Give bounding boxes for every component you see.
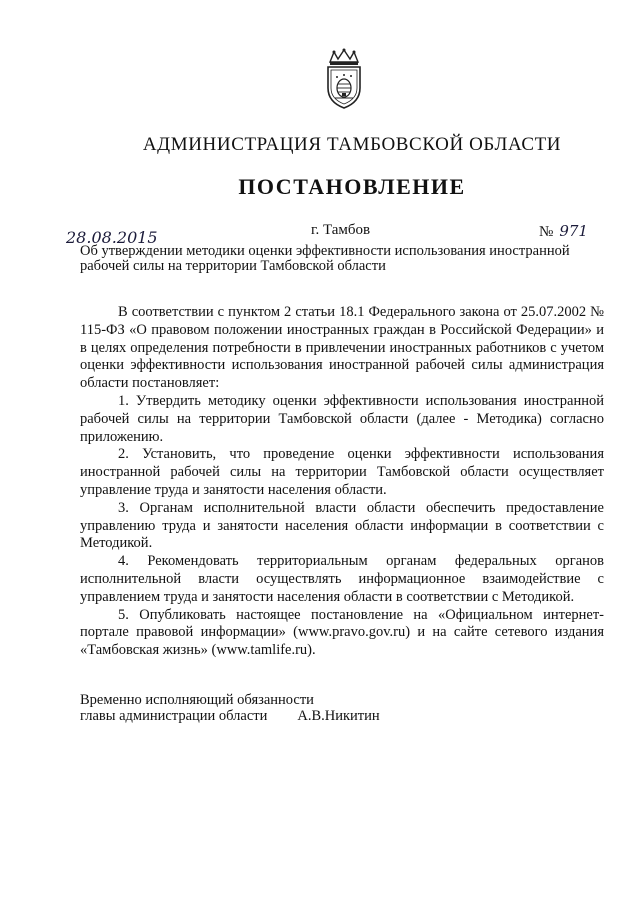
item-4-paragraph: 4. Рекомендовать территориальным органам федеральных органов исполнительной власти осуществлять информационное взаимодействие с управлением труда и занятости населения области в соответствии с Методикой.: [80, 553, 604, 605]
signature-block: [80, 692, 380, 724]
item-3-paragraph: 3. Органам исполнительной власти области обеспечить предоставление управлению труда и занятости населения области информации в соответствии с Методикой.: [80, 499, 604, 552]
signer-position-line-1: Временно исполняющий обязанности: [80, 692, 314, 708]
subject-line-2: рабочей силы на территории Тамбовской области: [80, 258, 386, 274]
item-1-paragraph: 1. Утвердить методику оценки эффективности использования иностранной рабочей силы на территории Тамбовской области (далее - Методика) согласно приложению.: [80, 392, 604, 445]
preamble-paragraph: В соответствии с пунктом 2 статьи 18.1 Федерального закона от 25.07.2002 № 115-ФЗ «О правовом положении иностранных граждан в Российской Федерации» и в целях определения потребности в привлечении иностранных работников с учетом оценки эффективности использования иностранной рабочей силы администрация области постановляет:: [80, 304, 604, 392]
tambov-coat-of-arms-icon: [322, 48, 366, 110]
number-label: №: [539, 224, 554, 240]
document-date: 28.08.2015: [66, 228, 158, 247]
organization-title: АДМИНИСТРАЦИЯ ТАМБОВСКОЙ ОБЛАСТИ: [142, 134, 562, 155]
document-city: г. Тамбов: [311, 222, 371, 238]
signer-position-text: главы администрации области: [80, 708, 268, 724]
document-type-title: ПОСТАНОВЛЕНИЕ: [238, 174, 466, 199]
item-5-paragraph: 5. Опубликовать настоящее постановление на «Официальном интернет-портале правовой информации» (www.pravo.gov.ru) и на сайте сетевого издания «Тамбовская жизнь» (www.tamlife.ru).: [80, 606, 604, 659]
document-subject: [80, 244, 608, 274]
number-value: 971: [559, 222, 588, 240]
subject-line-1: Об утверждении методики оценки эффективности использования иностранной: [80, 243, 570, 259]
document-number: [539, 222, 588, 241]
signer-position-line-2: [80, 708, 380, 724]
item-2-paragraph: 2. Установить, что проведение оценки эффективности использования иностранной рабочей силы на территории Тамбовской области осуществляет управление труда и занятости населения области.: [80, 446, 604, 498]
signer-name: А.В.Никитин: [297, 708, 380, 724]
document-body: [80, 304, 604, 660]
